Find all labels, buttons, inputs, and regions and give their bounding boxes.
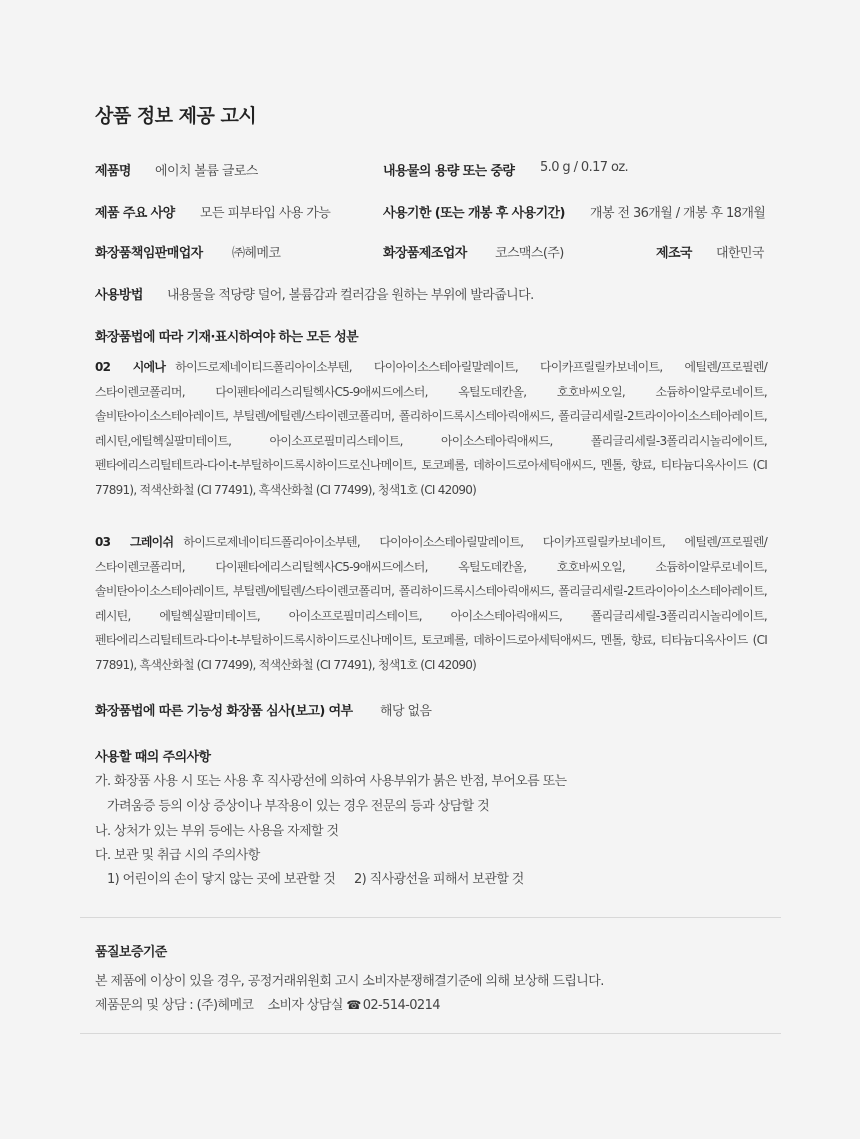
page-title: 상품 정보 제공 고시: [95, 105, 257, 127]
usage-label: 사용방법: [95, 288, 143, 303]
seller-label: 화장품책임판매업자: [95, 246, 203, 261]
ingredient-item-grayish: [95, 530, 767, 677]
capacity-value: 5.0 g / 0.17 oz.: [540, 160, 629, 175]
caution-line: 나. 상처가 있는 부위 등에는 사용을 자제할 것: [95, 824, 339, 839]
capacity-label: 내용물의 용량 또는 중량: [383, 164, 515, 179]
quality-statement: 본 제품에 이상이 있을 경우, 공정거래위원회 고시 소비자분쟁해결기준에 의해 보상해 드립니다.: [95, 974, 604, 989]
caution-heading: 사용할 때의 주의사항: [95, 750, 211, 765]
divider: [80, 917, 781, 918]
caution-line: 1) 어린이의 손이 닿지 않는 곳에 보관할 것: [107, 872, 336, 887]
country-value: 대한민국: [716, 246, 764, 261]
ingredient-list: 하이드로제네이티드폴리아이소부텐, 다이아이소스테아릴말레이트, 다이카프릴릴카보네이트, 에틸렌/프로필렌/스타이렌코폴리머, 다이펜타에리스리틸헥사C5-9애씨드에스터, 옥틸도데칸올, 호호바씨오일, 소듐하이알루로네이트, 솔비탄아이소스테아레이트, 부틸렌/에틸렌/스타이렌코폴리머, 폴리하이드록시스테아릭애씨드, 폴리글리세릴-2트라이아이소스테아레이트, 레시틴,에틸헥실팔미테이트, 아이소프로필미리스테이트, 아이소스테아릭애씨드, 폴리글리세릴-3폴리리시놀리에이트, 펜타에리스리틸테트라-다이-t-부틸하이드록시하이드로신나메이트, 토코페롤, 데하이드로아세틱애씨드, 멘톨, 향료, 티타늄디옥사이드 (CI 77891), 적색산화철 (CI 77491), 흑색산화철 (CI 77499), 청색1호 (CI 42090): [95, 360, 767, 497]
country-label: 제조국: [656, 246, 692, 261]
caution-line: 2) 직사광선을 피해서 보관할 것: [354, 872, 524, 887]
caution-line: 가려움증 등의 이상 증상이나 부작용이 있는 경우 전문의 등과 상담할 것: [107, 799, 490, 814]
expiry-label: 사용기한 (또는 개봉 후 사용기간): [383, 206, 565, 221]
functional-label: 화장품법에 따른 기능성 화장품 심사(보고) 여부: [95, 704, 353, 719]
phone-icon: ☎: [346, 998, 361, 1012]
ingredient-list: 하이드로제네이티드폴리아이소부텐, 다이아이소스테아릴말레이트, 다이카프릴릴카보네이트, 에틸렌/프로필렌/스타이렌코폴리머, 다이펜타에리스리틸헥사C5-9애씨드에스터, 옥틸도데칸올, 호호바씨오일, 소듐하이알루로네이트, 솔비탄아이소스테아레이트, 부틸렌/에틸렌/스타이렌코폴리머, 폴리하이드록시스테아릭애씨드, 폴리글리세릴-2트라이아이소스테아레이트, 레시틴, 에틸헥실팔미테이트, 아이소프로필미리스테이트, 아이소스테아릭애씨드, 폴리글리세릴-3폴리리시놀리에이트, 펜타에리스리틸테트라-다이-t-부틸하이드록시하이드로신나메이트, 토코페롤, 데하이드로아세틱애씨드, 멘톨, 향료, 티타늄디옥사이드 (CI 77891), 흑색산화철 (CI 77499), 적색산화철 (CI 77491), 청색1호 (CI 42090): [95, 535, 767, 672]
ingredient-product-name: 02 시에나: [95, 360, 166, 374]
expiry-value: 개봉 전 36개월 / 개봉 후 18개월: [590, 206, 766, 221]
seller-value: ㈜헤메코: [232, 246, 281, 261]
inquiry-line: [95, 994, 440, 1013]
inquiry-prefix: 제품문의 및 상담 : (주)헤메코 소비자 상담실: [95, 998, 343, 1013]
product-name-value: 에이치 볼륨 글로스: [155, 164, 258, 179]
maker-label: 화장품제조업자: [383, 246, 467, 261]
spec-label: 제품 주요 사양: [95, 206, 175, 221]
ingredient-item-sienna: [95, 355, 767, 502]
phone-number: 02-514-0214: [362, 998, 440, 1013]
quality-heading: 품질보증기준: [95, 945, 167, 960]
ingredients-heading: 화장품법에 따라 기재·표시하여야 하는 모든 성분: [95, 330, 359, 345]
caution-line: 가. 화장품 사용 시 또는 사용 후 직사광선에 의하여 사용부위가 붉은 반점, 부어오름 또는: [95, 774, 567, 789]
divider: [80, 1033, 781, 1034]
spec-value: 모든 피부타입 사용 가능: [200, 206, 331, 221]
functional-value: 해당 없음: [380, 704, 432, 719]
ingredient-product-name: 03 그레이쉬: [95, 535, 174, 549]
maker-value: 코스맥스(주): [495, 246, 564, 261]
caution-line: 다. 보관 및 취급 시의 주의사항: [95, 848, 260, 863]
product-name-label: 제품명: [95, 164, 131, 179]
usage-value: 내용물을 적당량 덜어, 볼륨감과 컬러감을 원하는 부위에 발라줍니다.: [167, 288, 534, 303]
